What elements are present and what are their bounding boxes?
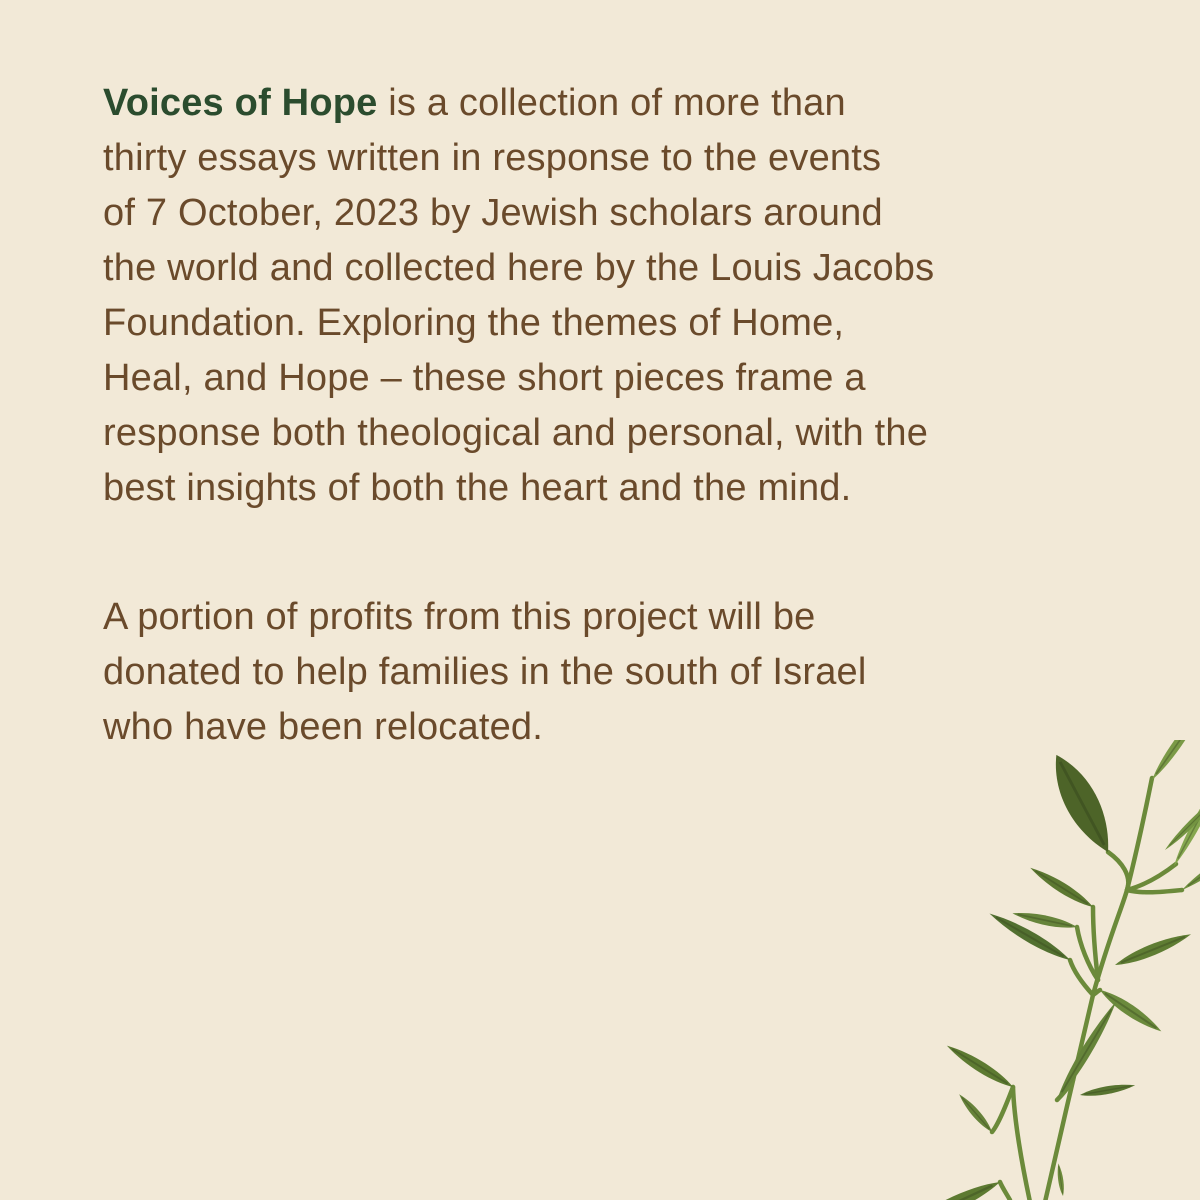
text-line: who have been relocated. — [103, 706, 544, 748]
text-line: Foundation. Exploring the themes of Home, — [103, 302, 845, 344]
text-line: donated to help families in the south of Israel — [103, 651, 867, 693]
book-title: Voices of Hope — [103, 82, 378, 124]
text-line: best insights of both the heart and the mind. — [103, 467, 852, 509]
paragraph-donation — [103, 590, 983, 755]
paragraph-about — [103, 76, 983, 516]
text-line — [103, 76, 983, 131]
text-line: response both theological and personal, with the — [103, 412, 929, 454]
body-text — [103, 76, 983, 755]
text-line: of 7 October, 2023 by Jewish scholars around — [103, 192, 883, 234]
text-line: the world and collected here by the Louis Jacobs — [103, 247, 935, 289]
plant-leaves — [930, 740, 1200, 1200]
text-line: Heal, and Hope – these short pieces frame a — [103, 357, 866, 399]
plant-stems — [992, 778, 1182, 1200]
text-line-rest: is a collection of more than — [377, 82, 846, 124]
text-line: A portion of profits from this project will be — [103, 596, 816, 638]
text-line: thirty essays written in response to the events — [103, 137, 882, 179]
leaf-branch-image — [930, 740, 1200, 1200]
